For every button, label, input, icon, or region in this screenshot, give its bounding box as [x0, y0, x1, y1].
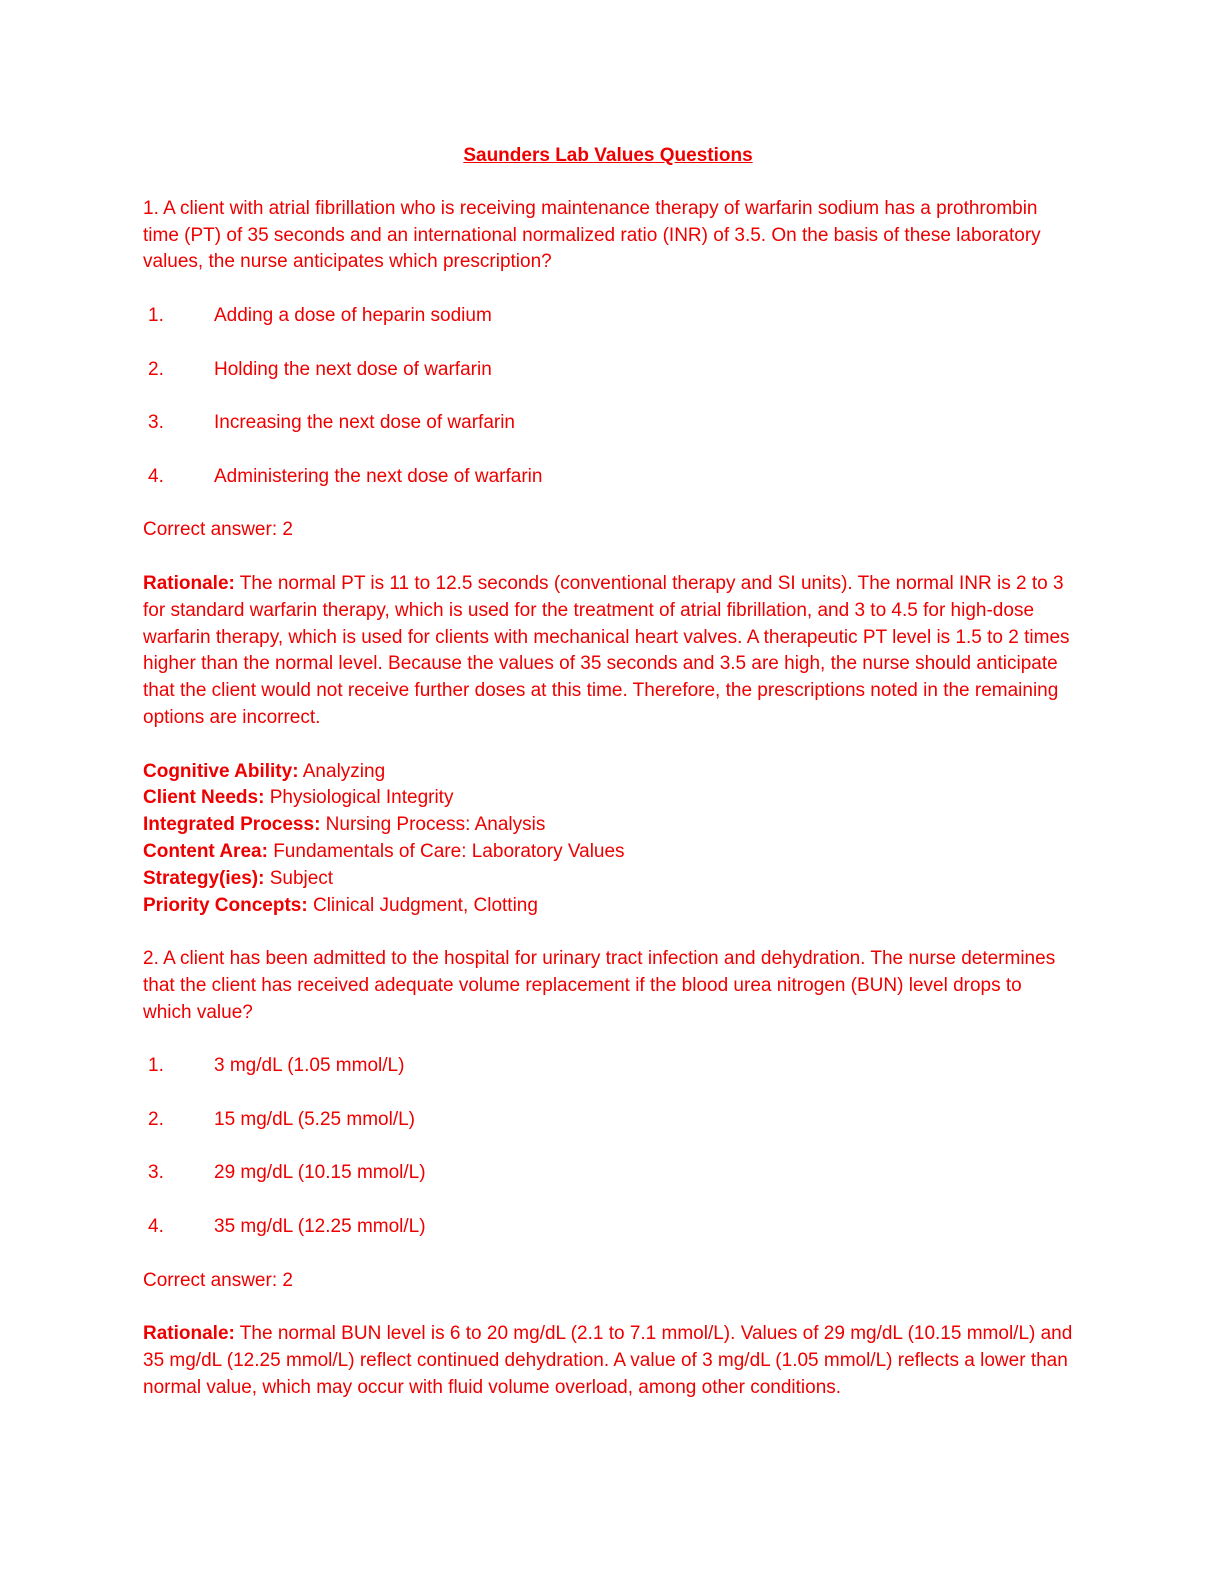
document-title: Saunders Lab Values Questions — [463, 145, 753, 166]
question-1-metadata — [143, 759, 1073, 920]
rationale-text: The normal PT is 11 to 12.5 seconds (conventional therapy and SI units). The normal INR is 2 to 3 for standard warfarin therapy, which is used for the treatment of atrial fibrillation, and 3 to 4.5 for high-dose warfarin therapy, which is used for clients with mechanical heart valves. A therapeutic PT level is 1.5 to 2 times higher than the normal level. Because the values of 35 seconds and 3.5 are high, the nurse should anticipate that the client would not receive further doses at this time. Therefore, the prescriptions noted in the remaining options are incorrect. — [143, 572, 1070, 728]
rationale-label: Rationale: — [143, 1323, 235, 1345]
meta-label: Content Area: — [143, 840, 268, 862]
option-text: 3 mg/dL (1.05 mmol/L) — [214, 1055, 405, 1077]
option-text: Adding a dose of heparin sodium — [214, 304, 492, 326]
meta-value: Physiological Integrity — [264, 787, 454, 809]
meta-label: Cognitive Ability: — [143, 760, 299, 782]
meta-integrated-process — [143, 812, 1073, 839]
question-1-correct-answer: Correct answer: 2 — [143, 519, 293, 541]
option-number: 4. — [148, 1216, 164, 1238]
question-2-correct-answer: Correct answer: 2 — [143, 1269, 293, 1291]
question-1-option-2 — [143, 357, 1073, 384]
option-number: 4. — [148, 465, 164, 487]
question-2-text: 2. A client has been admitted to the hospital for urinary tract infection and dehydration. The nurse determines that the client has received adequate volume replacement if the blood urea nitrogen (BUN) level drops to which value? — [143, 948, 1056, 1023]
question-2-rationale — [143, 1321, 1073, 1401]
option-number: 2. — [148, 358, 164, 380]
question-2-option-4 — [143, 1214, 1073, 1241]
meta-content-area — [143, 839, 1073, 866]
meta-value: Analyzing — [298, 760, 386, 782]
option-number: 1. — [148, 1055, 164, 1077]
question-1-option-3 — [143, 410, 1073, 437]
question-2-option-1 — [143, 1053, 1073, 1080]
document-page — [143, 143, 1073, 1428]
meta-value: Nursing Process: Analysis — [320, 814, 546, 836]
rationale-text: The normal BUN level is 6 to 20 mg/dL (2.1 to 7.1 mmol/L). Values of 29 mg/dL (10.15 mmol/L) and 35 mg/dL (12.25 mmol/L) reflect continued dehydration. A value of 3 mg/dL (1.05 mmol/L) reflects a lower than normal value, which may occur with fluid volume overload, among other conditions. — [143, 1323, 1073, 1398]
option-text: 15 mg/dL (5.25 mmol/L) — [214, 1108, 415, 1130]
option-number: 2. — [148, 1108, 164, 1130]
meta-priority-concepts — [143, 893, 1073, 920]
meta-label: Integrated Process: — [143, 814, 321, 836]
meta-value: Fundamentals of Care: Laboratory Values — [267, 840, 625, 862]
option-number: 3. — [148, 412, 164, 434]
meta-cognitive-ability — [143, 759, 1073, 786]
option-number: 1. — [148, 304, 164, 326]
question-2-option-3 — [143, 1160, 1073, 1187]
question-2-option-2 — [143, 1107, 1073, 1134]
meta-value: Subject — [264, 867, 334, 889]
meta-client-needs — [143, 785, 1073, 812]
option-text: Increasing the next dose of warfarin — [214, 412, 516, 434]
meta-value: Clinical Judgment, Clotting — [307, 894, 538, 916]
option-number: 3. — [148, 1162, 164, 1184]
question-1-rationale — [143, 571, 1073, 732]
question-1-text: 1. A client with atrial fibrillation who is receiving maintenance therapy of warfarin sodium has a prothrombin time (PT) of 35 seconds and an international normalized ratio (INR) of 3.5. On the basis of these laboratory values, the nurse anticipates which prescription? — [143, 197, 1041, 273]
option-text: Administering the next dose of warfarin — [214, 465, 543, 487]
meta-label: Client Needs: — [143, 787, 265, 809]
meta-strategies — [143, 866, 1073, 893]
option-text: Holding the next dose of warfarin — [214, 358, 492, 380]
question-1-option-1 — [143, 303, 1073, 330]
rationale-label: Rationale: — [143, 572, 235, 594]
option-text: 29 mg/dL (10.15 mmol/L) — [214, 1162, 426, 1184]
meta-label: Priority Concepts: — [143, 894, 308, 916]
question-1-option-4 — [143, 464, 1073, 491]
option-text: 35 mg/dL (12.25 mmol/L) — [214, 1216, 426, 1238]
meta-label: Strategy(ies): — [143, 867, 265, 889]
